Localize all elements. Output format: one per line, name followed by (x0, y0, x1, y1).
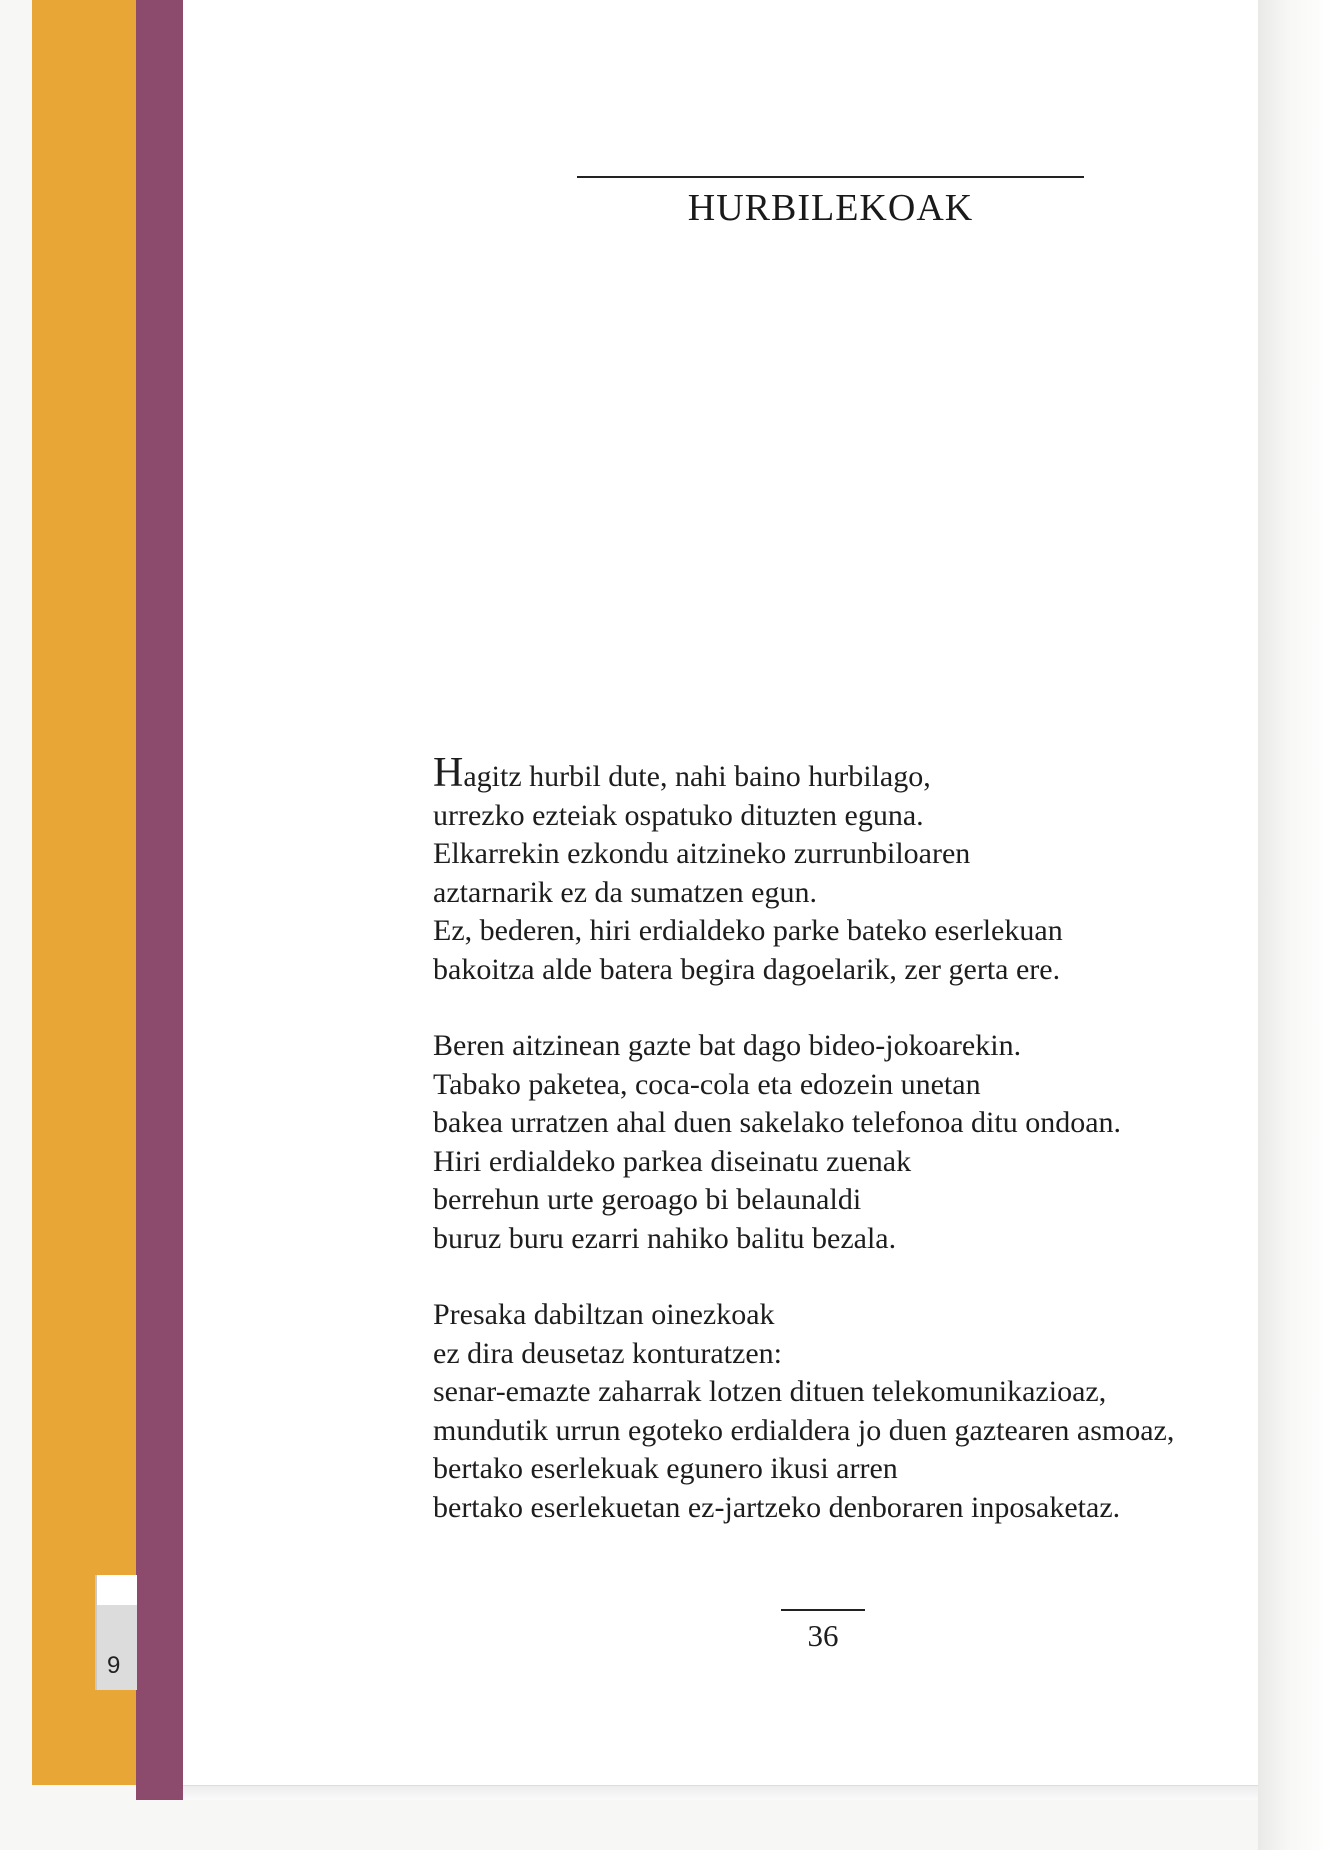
poem-line: buruz buru ezarri nahiko balitu bezala. (433, 1221, 897, 1255)
poem-line: senar-emazte zaharrak lotzen dituen telekomunikazioaz, (433, 1375, 1107, 1408)
poem-line: bakoitza alde batera begira dagoelarik, zer gerta ere. (433, 952, 1061, 986)
page-number-rule (781, 1609, 865, 1611)
book-spine-purple (136, 0, 186, 1800)
poem-line: aztarnarik ez da sumatzen egun. (433, 875, 817, 909)
spine-label-number: 9 (107, 1652, 121, 1679)
poem-line: Hiri erdialdeko parkea diseinatu zuenak (433, 1144, 912, 1178)
page-bottom-edge (183, 1785, 1258, 1800)
poem-body (433, 750, 1253, 1565)
poem-line: Tabako paketea, coca-cola eta edozein unetan (433, 1067, 981, 1101)
page-number: 36 (807, 1618, 839, 1653)
spine-label-mark (97, 1575, 137, 1605)
poem-line: Ez, bederen, hiri erdialdeko parke bateko eserlekuan (433, 914, 1063, 947)
poem-line: Beren aitzinean gazte bat dago bideo-jokoarekin. (433, 1029, 1022, 1062)
poem-line: Presaka dabiltzan oinezkoak (433, 1298, 775, 1331)
poem-line: berrehun urte geroago bi belaunaldi (433, 1183, 862, 1216)
poem-line-text: agitz hurbil dute, nahi baino hurbilago, (463, 760, 931, 793)
stanza-3 (433, 1296, 1253, 1527)
poem-line: bertako eserlekuak egunero ikusi arren (433, 1452, 898, 1485)
title-rule (577, 176, 1084, 178)
page-title: HURBILEKOAK (687, 187, 974, 229)
poem-line: bertako eserlekuetan ez-jartzeko denboraren inposaketaz. (433, 1490, 1121, 1524)
poem-line: ez dira deusetaz konturatzen: (433, 1336, 782, 1370)
poem-line: urrezko ezteiak ospatuko dituzten eguna. (433, 798, 924, 832)
poem-line: mundutik urrun egoteko erdialdera jo duen gaztearen asmoaz, (433, 1413, 1175, 1447)
stanza-1 (433, 750, 1253, 989)
stanza-2 (433, 1027, 1253, 1258)
drop-cap: H (433, 750, 464, 796)
page-edge-shadow (1258, 0, 1332, 1850)
poem-line: bakea urratzen ahal duen sakelako telefonoa ditu ondoan. (433, 1106, 1122, 1139)
poem-line: Elkarrekin ezkondu aitzineko zurrunbiloaren (433, 837, 971, 870)
poem-line (433, 750, 1253, 797)
spine-label (95, 1575, 137, 1690)
